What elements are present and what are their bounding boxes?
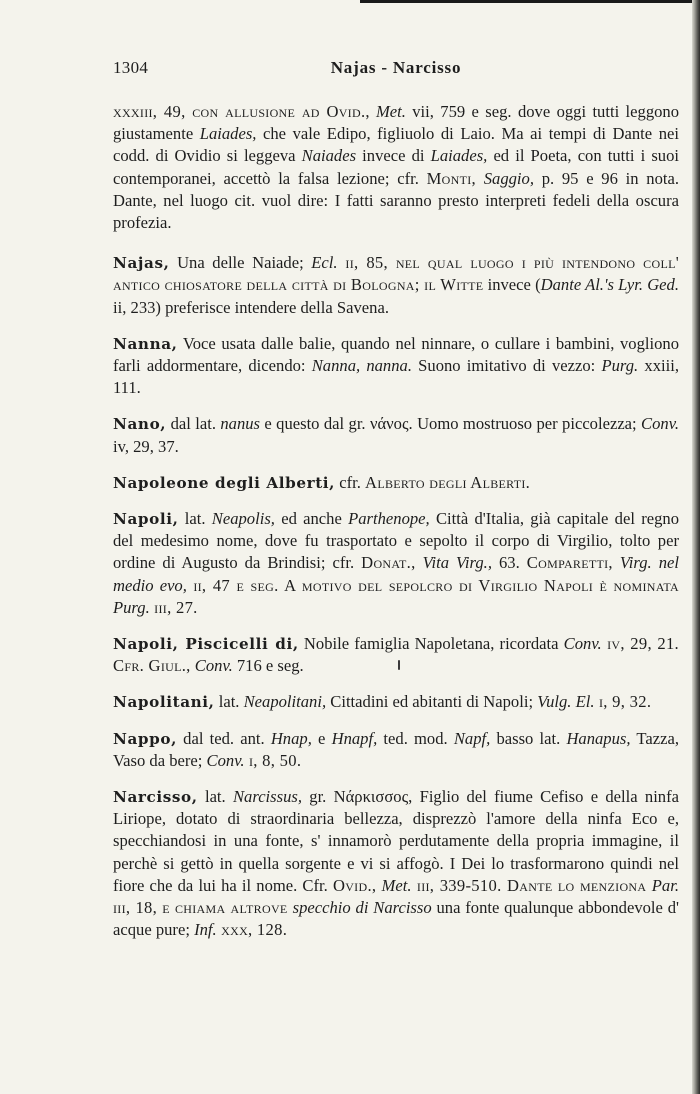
running-title: Najas - Narcisso: [330, 58, 462, 77]
italic-term: Hanapus,: [566, 728, 631, 748]
entry-napoleone: [113, 472, 679, 494]
italic-term: Hnapf,: [331, 728, 378, 748]
text: che vale Edipo, figliuolo di Laio. Ma ai tempi di Dante nei codd. di Ovidio si leggeva: [113, 124, 679, 166]
text: Suono imitativo di vezzo:: [411, 356, 602, 376]
text: i, 8, 50.: [244, 750, 302, 770]
ink-speck: [398, 660, 400, 670]
text: Voce usata dalle balie, quando nel ninnare, o cullare i bambini, vogliono farli addormentare, dicendo:: [113, 333, 679, 376]
text: una fonte qualunque abbondevole d' acque pure;: [113, 898, 679, 940]
scan-edge-right: [692, 0, 700, 1094]
continuation-paragraph: [113, 101, 679, 234]
page-header: [113, 58, 679, 88]
text: ii, 47 e seg. A motivo del sepolcro di Virgilio Napoli è nominata: [186, 575, 679, 595]
work-ref: Met.: [381, 875, 412, 895]
text: iii, 339-510. Dante lo menziona: [411, 875, 652, 895]
dictionary-text: [113, 101, 679, 956]
entry-napoli: [113, 508, 679, 619]
text: ,: [365, 102, 376, 121]
text: ii, 233) preferisce intendere della Savena.: [113, 297, 389, 317]
entry-napolitani: [113, 691, 679, 713]
work-ref: Vulg. El.: [537, 692, 595, 712]
headword: Nano,: [113, 415, 167, 434]
work-ref: Conv.: [194, 656, 233, 676]
text: 63.: [491, 553, 527, 573]
scan-edge-top: [360, 0, 700, 3]
text: i, 9, 32.: [594, 692, 652, 712]
page-number: 1304: [113, 58, 149, 77]
text: lat.: [178, 509, 212, 529]
italic-term: Nanna, nanna.: [311, 356, 412, 376]
text: ii, 85, nel qual luogo i più intendono coll' antico chiosatore della città di Bologna; il: [113, 253, 680, 295]
entry-nanna: [113, 333, 679, 400]
author-ref: Donat.,: [361, 553, 416, 573]
text: Cittadini ed abitanti di Napoli;: [326, 692, 538, 712]
text: 716 e seg.: [232, 656, 304, 676]
italic-term: Napf,: [453, 728, 491, 748]
italic-term: Neapolitani,: [243, 692, 327, 712]
headword: Napoli, Piscicelli di,: [113, 635, 299, 654]
work-ref: Vita Virg.,: [422, 553, 492, 573]
work-ref: Inf.: [194, 920, 217, 940]
work-ref: Conv.: [641, 414, 679, 434]
text: dal lat.: [166, 414, 221, 434]
italic-term: Neapolis,: [211, 509, 275, 529]
author-ref: Comparetti,: [526, 553, 613, 573]
headword: Napoleone degli Alberti,: [113, 473, 336, 492]
text: invece di: [356, 146, 431, 166]
text: Città d'Italia, già capitale del regno del medesimo nome, dove fu trasportato e sepolto il corpo di Virgilio, tolto per ordine di Augusto da Brindisi; cfr.: [113, 509, 680, 573]
headword: Nappo,: [113, 729, 177, 748]
headword: Najas,: [113, 254, 170, 273]
text: ed anche: [274, 509, 349, 529]
italic-term: Laiades,: [430, 146, 488, 166]
headword: Napoli,: [113, 510, 179, 529]
italic-term: Laiades,: [199, 124, 257, 144]
text: iv, 29, 21. Cfr.: [113, 634, 679, 676]
text: [476, 169, 484, 188]
entry-nano: [113, 413, 679, 457]
author-ref: Witte: [440, 275, 484, 295]
text: Nobile famiglia Napoletana, ricordata: [298, 634, 564, 654]
work-ref: Ecl.: [311, 253, 338, 273]
italic-term: Naiades: [301, 146, 357, 166]
text: iii, 27.: [149, 597, 198, 617]
work-ref: Saggio,: [483, 168, 534, 188]
work-ref: Dante Al.'s Lyr. Ged.: [540, 275, 679, 295]
text: iii, 18, e chiama altrove: [113, 898, 293, 918]
text: lat.: [197, 787, 233, 807]
work-ref: Purg.: [113, 597, 150, 617]
author-ref: Giul.,: [148, 656, 191, 676]
italic-term: nanus: [220, 414, 261, 434]
text: [613, 553, 620, 572]
entry-najas: [113, 252, 679, 319]
text: Tazza, Vaso da bere;: [113, 728, 679, 770]
work-ref: Purg.: [601, 356, 639, 376]
text: xxxiii, 49, con allusione ad: [113, 102, 327, 121]
author-ref: Ovid.,: [332, 875, 377, 895]
italic-term: specchio di Narcisso: [292, 898, 432, 918]
text: e: [311, 728, 332, 748]
work-ref: Met.: [375, 102, 406, 121]
text: invece (: [483, 275, 541, 295]
text: [416, 553, 423, 572]
text: vii, 759 e seg. dove oggi tutti leggono giustamente: [113, 102, 680, 144]
text: basso lat.: [490, 728, 567, 748]
headword: Napolitani,: [113, 693, 215, 712]
text: e questo dal gr. νάνος. Uomo mostruoso per piccolezza;: [260, 414, 642, 434]
entry-narcisso: [113, 786, 679, 941]
text: p. 95 e 96 in nota. Dante, nel luogo cit. vuol dire: I fatti saranno presto interpreti fedeli della oscura profezia.: [113, 168, 679, 233]
text: lat.: [214, 692, 244, 712]
headword: Narcisso,: [113, 788, 198, 807]
text: Una delle Naiade;: [169, 253, 312, 273]
text: dal ted. ant.: [176, 728, 271, 748]
work-ref: Conv.: [206, 750, 245, 770]
text: ed il Poeta, con tutti i suoi contemporanei, accettò la falsa lezione; cfr.: [113, 146, 680, 188]
italic-term: Hnap,: [270, 728, 312, 748]
italic-term: Narcissus,: [232, 787, 302, 807]
work-ref: Virg. nel medio evo,: [113, 553, 680, 595]
work-ref: Conv.: [563, 634, 602, 654]
work-ref: Par.: [651, 875, 679, 895]
text: xxx, 128.: [216, 920, 288, 940]
text: iv, 29, 37.: [113, 436, 179, 456]
text: gr. Νάρκισσος, Figlio del fiume Cefiso e della ninfa Liriope, dotato di straordinaria bellezza, disprezzò l'amore della ninfa Eco e, specchiandosi in una fonte, s' innamorò perdutamente della propria immagine, il perchè si gettò in quella sorgente e vi si affogò. I Dei lo trasformarono quindi nel fiore che da lui ha il nome. Cfr.: [113, 787, 679, 895]
entry-napoli-piscicelli: [113, 633, 679, 677]
italic-term: Parthenope,: [348, 509, 430, 529]
entry-nappo: [113, 728, 679, 772]
author-ref: Monti,: [426, 168, 476, 188]
headword: Nanna,: [113, 334, 178, 353]
author-ref: Ovid.: [326, 102, 366, 121]
text: xxiii, 111.: [113, 356, 679, 398]
cross-ref: Alberto degli Alberti.: [365, 472, 531, 492]
text: cfr.: [335, 472, 366, 492]
text: ted. mod.: [377, 728, 454, 748]
